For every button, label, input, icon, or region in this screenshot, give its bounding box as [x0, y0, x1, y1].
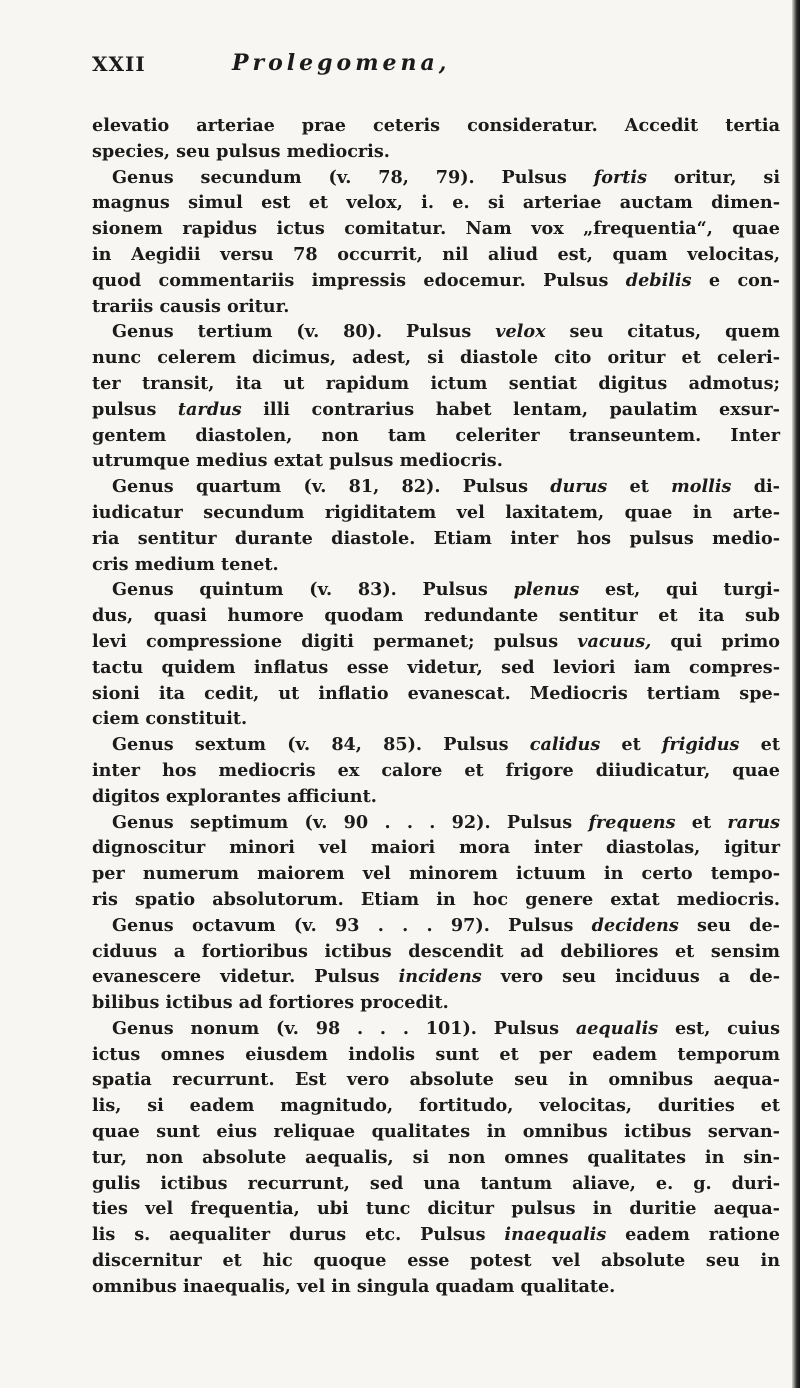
- text-line: [92, 655, 780, 681]
- text-segment: et: [675, 811, 728, 833]
- text-segment: bilibus ictibus ad fortiores procedit.: [92, 992, 449, 1014]
- text-line: [92, 913, 780, 939]
- italic-term: velox: [495, 321, 546, 343]
- text-line: [92, 887, 780, 913]
- text-line: [92, 345, 780, 371]
- text-line: [92, 242, 780, 268]
- italic-term: tardus: [177, 398, 242, 420]
- text-segment: eadem ratione: [606, 1224, 780, 1246]
- italic-term: inaequalis: [504, 1224, 607, 1246]
- text-line: [92, 448, 780, 474]
- text-segment: ter transit, ita ut rapidum ictum sentiat digitus admotus;: [92, 372, 780, 394]
- text-segment: trariis causis oritur.: [92, 295, 290, 317]
- text-line: [92, 1042, 780, 1068]
- text-segment: e con-: [691, 269, 780, 291]
- italic-term: fortis: [593, 166, 647, 188]
- text-segment: dignoscitur minori vel maiori mora inter diastolas, igitur: [92, 837, 780, 859]
- text-line: [92, 603, 780, 629]
- text-segment: elevatio arteriae prae ceteris consideratur. Accedit tertia: [92, 115, 780, 136]
- text-line: [92, 294, 780, 320]
- text-segment: quod commentariis impressis edocemur. Pulsus: [92, 269, 626, 291]
- text-line: [92, 397, 780, 423]
- page-number: XXII: [92, 52, 146, 76]
- text-line: [92, 810, 780, 836]
- text-line: [92, 423, 780, 449]
- text-line: [92, 1145, 780, 1171]
- text-line: [92, 268, 780, 294]
- italic-term: frigidus: [661, 734, 740, 756]
- text-segment: ciduus a fortioribus ictibus descendit ad debiliores et sensim: [92, 940, 780, 962]
- page-header: [92, 52, 772, 82]
- text-segment: sioni ita cedit, ut inflatio evanescat. Mediocris tertiam spe-: [92, 682, 780, 704]
- text-segment: in Aegidii versu 78 occurrit, nil aliud est, quam velocitas,: [92, 243, 780, 265]
- text-segment: et: [739, 734, 780, 756]
- text-segment: discernitur et hic quoque esse potest vel absolute seu in: [92, 1250, 780, 1272]
- text-segment: evanescere videtur. Pulsus: [92, 966, 399, 988]
- text-line: [92, 552, 780, 578]
- text-segment: lis s. aequaliter durus etc. Pulsus: [92, 1224, 505, 1246]
- text-segment: ties vel frequentia, ubi tunc dicitur pulsus in duritie aequa-: [92, 1198, 780, 1220]
- text-segment: species, seu pulsus mediocris.: [92, 140, 390, 162]
- text-line: [92, 1274, 780, 1300]
- text-segment: tur, non absolute aequalis, si non omnes qualitates in sin-: [92, 1146, 780, 1168]
- text-line: [92, 474, 780, 500]
- text-line: [92, 319, 780, 345]
- text-line: [92, 139, 780, 165]
- text-segment: pulsus: [92, 398, 178, 420]
- text-segment: dus, quasi humore quodam redundante sentitur et ita sub: [92, 605, 780, 627]
- text-segment: ciem constituit.: [92, 708, 248, 730]
- body-text: [92, 113, 780, 1300]
- italic-term: plenus: [513, 579, 580, 601]
- italic-term: durus: [550, 476, 608, 498]
- italic-term: decidens: [591, 914, 679, 936]
- text-segment: et: [607, 476, 672, 498]
- text-segment: inter hos mediocris ex calore et frigore diiudicatur, quae: [92, 759, 780, 781]
- text-segment: vero seu inciduus a de-: [481, 966, 781, 988]
- text-segment: seu citatus, quem: [545, 321, 780, 343]
- italic-term: mollis: [671, 476, 732, 498]
- text-segment: est, qui turgi-: [579, 579, 780, 601]
- text-segment: Genus quartum (v. 81, 82). Pulsus: [112, 476, 551, 498]
- text-line: [92, 500, 780, 526]
- text-segment: di-: [731, 476, 780, 498]
- text-line: [92, 990, 780, 1016]
- text-line: [92, 784, 780, 810]
- text-segment: spatia recurrunt. Est vero absolute seu in omnibus aequa-: [92, 1069, 780, 1091]
- text-segment: omnibus inaequalis, vel in singula quadam qualitate.: [92, 1275, 616, 1297]
- running-head: Prolegomena,: [232, 50, 451, 76]
- page-edge: [792, 0, 800, 1388]
- text-segment: Genus octavum (v. 93 . . . 97). Pulsus: [112, 914, 592, 936]
- text-segment: utrumque medius extat pulsus mediocris.: [92, 450, 503, 472]
- text-line: [92, 939, 780, 965]
- text-segment: magnus simul est et velox, i. e. si arteriae auctam dimen-: [92, 192, 780, 214]
- text-line: [92, 1093, 780, 1119]
- italic-term: debilis: [625, 269, 692, 291]
- text-segment: lis, si eadem magnitudo, fortitudo, velocitas, durities et: [92, 1095, 780, 1117]
- text-segment: ria sentitur durante diastole. Etiam inter hos pulsus medio-: [92, 527, 780, 549]
- text-line: [92, 706, 780, 732]
- text-line: [92, 1119, 780, 1145]
- italic-term: vacuus,: [577, 630, 652, 652]
- text-segment: Genus nonum (v. 98 . . . 101). Pulsus: [112, 1017, 576, 1039]
- text-line: [92, 861, 780, 887]
- text-segment: qui primo: [651, 630, 780, 652]
- text-line: [92, 1067, 780, 1093]
- italic-term: calidus: [529, 734, 601, 756]
- text-segment: per numerum maiorem vel minorem ictuum in certo tempo-: [92, 863, 780, 885]
- text-segment: Genus tertium (v. 80). Pulsus: [112, 321, 496, 343]
- text-segment: est, cuius: [658, 1017, 780, 1039]
- text-line: [92, 629, 780, 655]
- italic-term: aequalis: [575, 1017, 659, 1039]
- text-segment: Genus secundum (v. 78, 79). Pulsus: [112, 166, 594, 188]
- text-line: [92, 1222, 780, 1248]
- text-segment: Genus sextum (v. 84, 85). Pulsus: [112, 734, 530, 756]
- text-segment: tactu quidem inflatus esse videtur, sed leviori iam compres-: [92, 656, 780, 678]
- text-line: [92, 964, 780, 990]
- text-segment: ictus omnes eiusdem indolis sunt et per eadem temporum: [92, 1043, 780, 1065]
- text-segment: et: [600, 734, 662, 756]
- text-segment: gentem diastolen, non tam celeriter transeuntem. Inter: [92, 424, 780, 446]
- italic-term: incidens: [398, 966, 482, 988]
- text-segment: levi compressione digiti permanet; pulsus: [92, 630, 578, 652]
- text-segment: nunc celerem dicimus, adest, si diastole cito oritur et celeri-: [92, 347, 780, 369]
- text-line: [92, 835, 780, 861]
- text-line: [92, 526, 780, 552]
- text-segment: Genus quintum (v. 83). Pulsus: [112, 579, 514, 601]
- text-line: [92, 1016, 780, 1042]
- text-line: [92, 1171, 780, 1197]
- text-segment: gulis ictibus recurrunt, sed una tantum aliave, e. g. duri-: [92, 1172, 780, 1194]
- text-segment: digitos explorantes afficiunt.: [92, 785, 377, 807]
- text-line: [92, 1196, 780, 1222]
- text-segment: sionem rapidus ictus comitatur. Nam vox „frequentia“, quae: [92, 218, 780, 240]
- italic-term: frequens: [588, 811, 676, 833]
- text-segment: illi contrarius habet lentam, paulatim exsur-: [241, 398, 780, 420]
- text-segment: oritur, si: [646, 166, 781, 188]
- text-line: [92, 577, 780, 603]
- text-line: [92, 113, 780, 139]
- text-segment: Genus septimum (v. 90 . . . 92). Pulsus: [112, 811, 589, 833]
- text-segment: seu de-: [678, 914, 780, 936]
- text-segment: ris spatio absolutorum. Etiam in hoc genere extat mediocris.: [92, 888, 780, 910]
- text-segment: iudicatur secundum rigiditatem vel laxitatem, quae in arte-: [92, 501, 780, 523]
- text-line: [92, 681, 780, 707]
- text-segment: cris medium tenet.: [92, 553, 279, 575]
- text-line: [92, 165, 780, 191]
- text-line: [92, 371, 780, 397]
- text-line: [92, 1248, 780, 1274]
- text-line: [92, 216, 780, 242]
- text-line: [92, 758, 780, 784]
- italic-term: rarus: [727, 811, 780, 833]
- text-segment: quae sunt eius reliquae qualitates in omnibus ictibus servan-: [92, 1121, 780, 1143]
- text-line: [92, 190, 780, 216]
- text-line: [92, 732, 780, 758]
